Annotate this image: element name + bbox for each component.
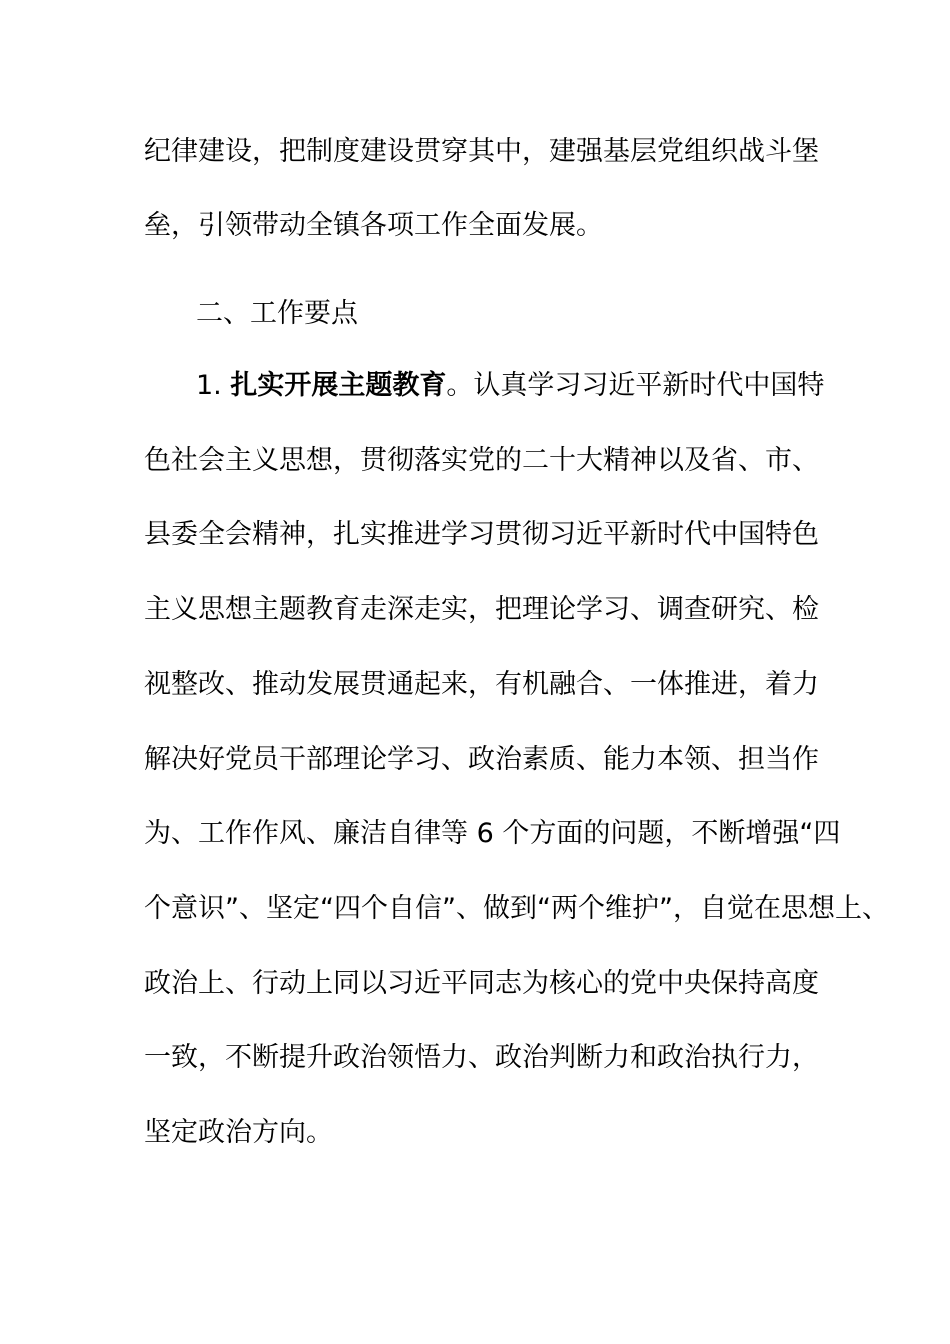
paragraph-line: 视整改、推动发展贯通起来，有机融合、一体推进，着力 <box>144 669 819 700</box>
paragraph-line: 县委全会精神，扎实推进学习贯彻习近平新时代中国特色 <box>144 519 819 550</box>
section-heading: 二、工作要点 <box>196 298 358 329</box>
paragraph-line: 为、工作作风、廉洁自律等 6 个方面的问题，不断增强“四 <box>144 818 841 849</box>
paragraph-line: 政治上、行动上同以习近平同志为核心的党中央保持高度 <box>144 968 819 999</box>
paragraph-line: 主义思想主题教育走深走实，把理论学习、调查研究、检 <box>144 594 819 625</box>
paragraph-line: 色社会主义思想，贯彻落实党的二十大精神以及省、市、 <box>144 445 819 476</box>
paragraph-line: 垒，引领带动全镇各项工作全面发展。 <box>144 210 603 241</box>
numbered-item-first-line <box>196 366 824 406</box>
paragraph-line: 个意识”、坚定“四个自信”、做到“两个维护”，自觉在思想上、 <box>144 893 889 924</box>
paragraph-line: 坚定政治方向。 <box>144 1117 333 1148</box>
paragraph-line: 纪律建设，把制度建设贯穿其中，建强基层党组织战斗堡 <box>144 136 819 167</box>
item-bold-title: 扎实开展主题教育 <box>230 370 447 401</box>
paragraph-line: 一致，不断提升政治领悟力、政治判断力和政治执行力， <box>144 1042 819 1073</box>
item-number: 1. <box>196 370 222 401</box>
paragraph-line: 解决好党员干部理论学习、政治素质、能力本领、担当作 <box>144 744 819 775</box>
item-first-line-text: 。认真学习习近平新时代中国特 <box>446 370 825 401</box>
